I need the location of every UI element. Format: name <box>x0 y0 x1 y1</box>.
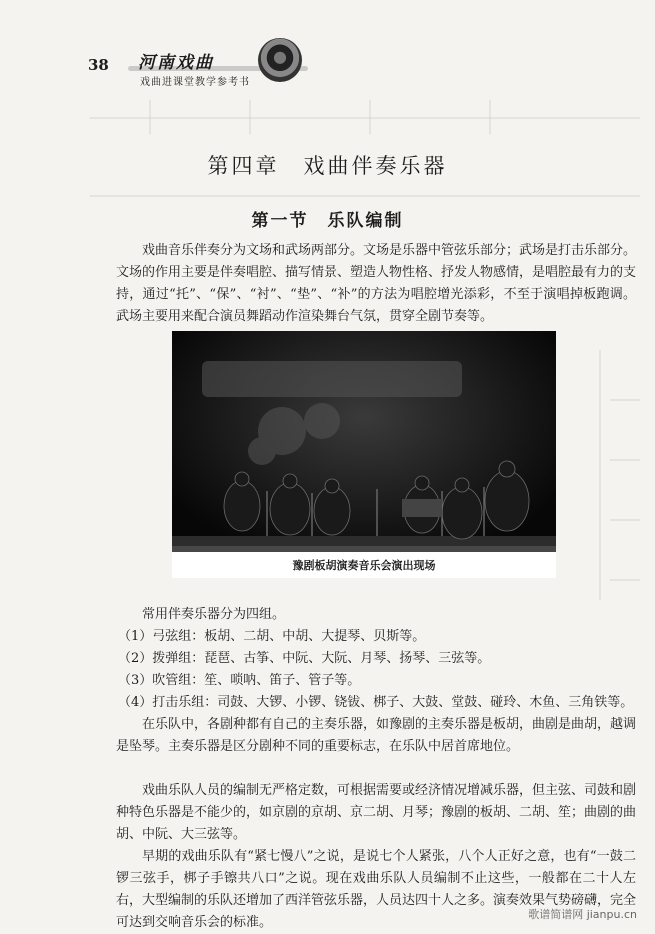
chapter-title: 第四章 戏曲伴奏乐器 <box>207 154 448 178</box>
brand-title: 河南戏曲 <box>138 53 214 73</box>
list-item: （1）弓弦组：板胡、二胡、中胡、大提琴、贝斯等。 <box>118 629 426 644</box>
instrument-group-list <box>116 626 636 714</box>
brand-subtitle: 戏曲进课堂教学参考书 <box>140 77 250 88</box>
concert-photo <box>172 331 556 578</box>
page-number: 38 <box>88 56 109 74</box>
band-size-paragraph: 戏曲乐队人员的编制无严格定数，可根据需要或经济情况增减乐器，但主弦、司鼓和剧种特色乐器是不能少的，如京剧的京胡、京二胡、月琴；豫剧的板胡、二胡、笙；曲剧的曲胡、中阮、大三弦等。 <box>116 783 637 842</box>
intro-paragraph: 戏曲音乐伴奏分为文场和武场两部分。文场是乐器中管弦乐部分；武场是打击乐部分。文场的作用主要是伴奏唱腔、描写情景、塑造人物性格、抒发人物感情，是唱腔最有力的支持，通过“托”、“保”、“衬”、“垫”、“补”的方法为唱腔增光添彩，不至于演唱掉板跑调。武场主要用来配合演员舞蹈动作渲染舞台气氛，贯穿全剧节奏等。 <box>116 243 637 324</box>
lead-instrument-paragraph: 在乐队中，各剧种都有自己的主奏乐器，如豫剧的主奏乐器是板胡，曲剧是曲胡，越调是坠琴。主奏乐器是区分剧种不同的重要标志，在乐队中居首席地位。 <box>116 717 637 754</box>
list-intro: 常用伴奏乐器分为四组。 <box>142 607 286 622</box>
photo-caption: 豫剧板胡演奏音乐会演出现场 <box>292 559 436 572</box>
list-item: （2）拨弹组：琵琶、古筝、中阮、大阮、月琴、扬琴、三弦等。 <box>118 651 491 666</box>
list-item: （3）吹管组：笙、唢呐、笛子、管子等。 <box>118 673 361 688</box>
list-item: （4）打击乐组：司鼓、大锣、小锣、铙钹、梆子、大鼓、堂鼓、碰玲、木鱼、三角铁等。 <box>118 695 634 710</box>
history-paragraph: 早期的戏曲乐队有“紧七慢八”之说，是说七个人紧张，八个人正好之意，也有“一鼓二锣三弦手，梆子手镲共八口”之说。现在戏曲乐队人员编制不止这些，一般都在二十人左右，大型编制的乐队还增加了西洋管弦乐器，人员达四十人之多。演奏效果气势磅礴，完全可达到交响音乐会的标准。 <box>116 849 637 930</box>
concert-stage-image <box>172 331 556 578</box>
section-title: 第一节 乐队编制 <box>251 211 404 231</box>
watermark: 歌谱简谱网 jianpu.cn <box>528 908 637 921</box>
